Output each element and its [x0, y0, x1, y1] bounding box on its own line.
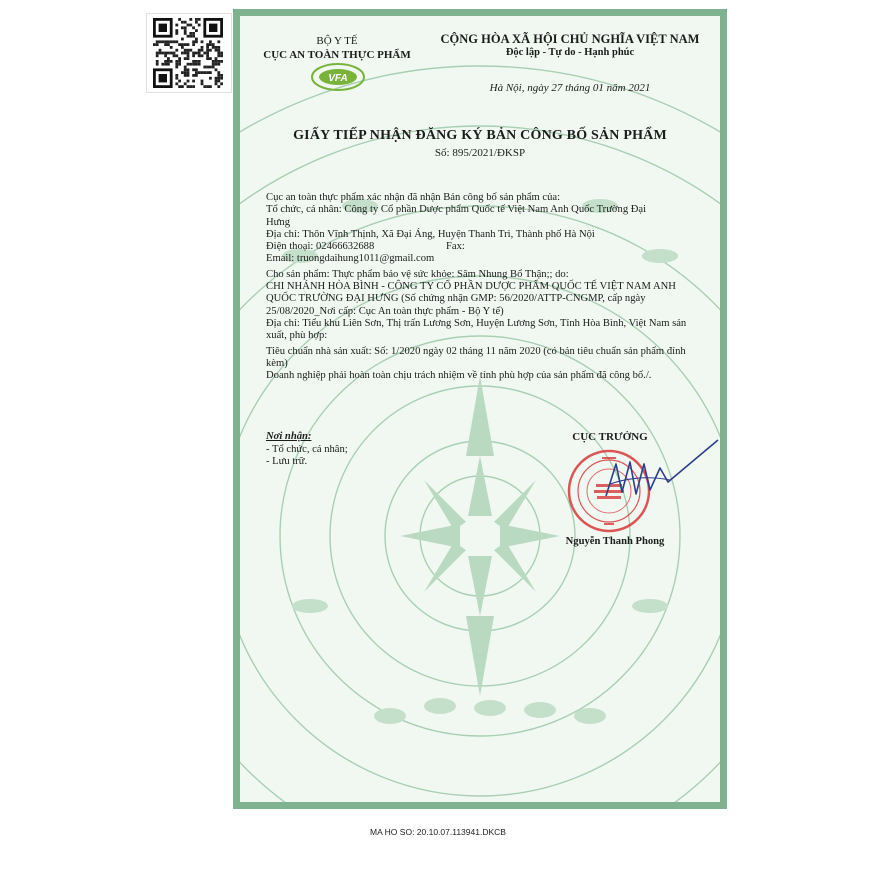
logo-text: VFA: [328, 73, 348, 84]
republic-name: CỘNG HÒA XÃ HỘI CHỦ NGHĨA VIỆT NAM: [440, 32, 700, 46]
product-line: Cho sản phẩm: Thực phẩm bảo vệ sức khỏe: Sâm Nhung Bổ Thận;; do:: [266, 268, 569, 280]
address-line: Địa chỉ: Thôn Vĩnh Thịnh, Xã Đại Áng, Huyện Thanh Trì, Thành phố Hà Nội: [266, 228, 595, 240]
certificate-paper: [240, 16, 720, 802]
vfa-logo: [310, 62, 366, 92]
certificate-frame: [233, 9, 727, 809]
issue-date: Hà Nội, ngày 27 tháng 01 năm 2021: [489, 82, 651, 94]
national-header: [430, 32, 710, 60]
document-number: Số: 895/2021/ĐKSP: [434, 147, 526, 159]
standard-line: Tiêu chuẩn nhà sản xuất: Số: 1/2020 ngày 02 tháng 11 năm 2020 (có bản tiêu chuẩn sản phẩm đính kèm): [266, 345, 686, 369]
recipient-item: - Lưu trữ.: [266, 456, 308, 467]
national-motto: Độc lập - Tự do - Hạnh phúc: [505, 47, 635, 58]
signer-name: Nguyễn Thanh Phong: [565, 536, 665, 547]
certificate-body: [266, 192, 706, 382]
organization-line-cont: Hưng: [266, 216, 290, 228]
fax-number: Fax:: [446, 241, 465, 253]
manufacturer-line: CHI NHÁNH HÒA BÌNH - CÔNG TY CỔ PHẦN DƯỢC PHẨM QUỐC TẾ VIỆT NAM ANH QUỐC TRƯỜNG ĐẠI HƯNG (Số chứng nhận GMP: 56/2020/ATTP-CNGMP, cấp ngày 25/08/2020_Nơi cấp: Cục An toàn thực phẩm - Bộ Y tế): [266, 281, 676, 317]
recipient-item: - Tổ chức, cá nhân;: [266, 443, 348, 455]
agency-name: CỤC AN TOÀN THỰC PHẨM: [263, 49, 411, 61]
intro-line: Cục an toàn thực phẩm xác nhận đã nhận Bản công bố sản phẩm của:: [266, 192, 561, 203]
certificate-content: [240, 16, 720, 802]
document-title: GIẤY TIẾP NHẬN ĐĂNG KÝ BẢN CÔNG BỐ SẢN PHẨM: [293, 128, 667, 143]
signer-title: CỤC TRƯỞNG: [572, 431, 648, 443]
responsibility-line: Doanh nghiệp phải hoàn toàn chịu trách nhiệm về tính phù hợp của sản phẩm đã công bố./.: [266, 370, 652, 382]
phone-number: Điện thoại: 02466632688: [266, 241, 375, 253]
recipients-block: [266, 431, 446, 469]
recipients-heading: Nơi nhận:: [266, 431, 312, 442]
qr-code-pattern: [153, 18, 225, 88]
email-line: Email: truongdaihung1011@gmail.com: [266, 253, 435, 265]
record-number: MA HO SO: 20.10.07.113941.DKCB: [370, 827, 506, 837]
issuing-agency: [262, 34, 412, 62]
ministry-name: BỘ Y TẾ: [316, 35, 358, 47]
organization-line: Tổ chức, cá nhân: Công ty Cổ phần Dược phẩm Quốc tế Việt Nam Anh Quốc Trường Đại: [266, 204, 647, 216]
handwritten-signature: [600, 434, 720, 514]
contact-line: [266, 241, 706, 253]
manufacturer-address: Địa chỉ: Tiểu khu Liên Sơn, Thị trấn Lương Sơn, Huyện Lương Sơn, Tỉnh Hòa Bình, Việt Nam sản xuất, phù hợp:: [266, 317, 687, 342]
qr-code: [146, 13, 232, 93]
